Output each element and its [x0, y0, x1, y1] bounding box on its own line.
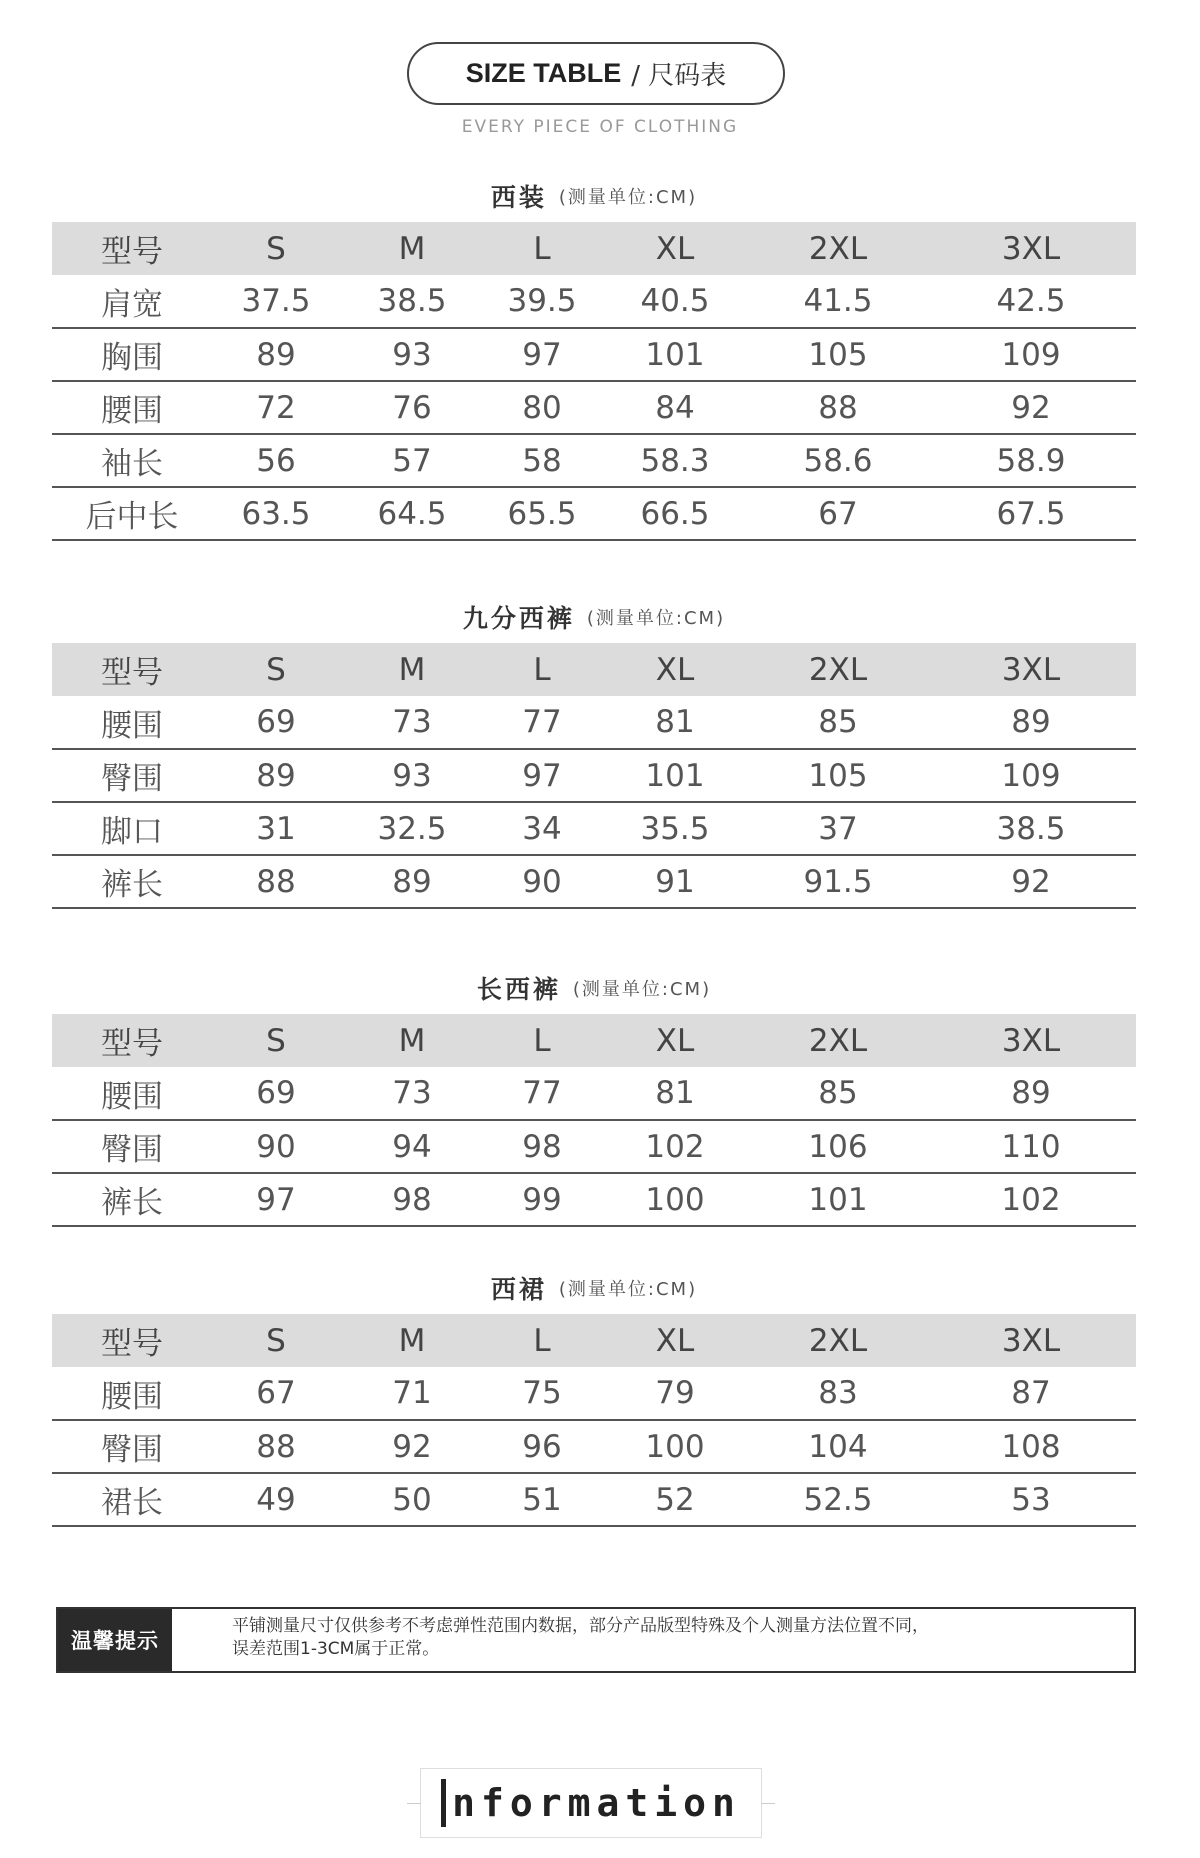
measurement-label: 腰围 [52, 1367, 212, 1420]
measurement-value: 37 [750, 802, 926, 855]
measurement-value: 105 [750, 328, 926, 381]
column-header-size: L [484, 643, 600, 696]
measurement-value: 81 [600, 1067, 750, 1120]
table-row [52, 1173, 1136, 1226]
column-header-size: 3XL [926, 1314, 1136, 1367]
table-row [52, 1473, 1136, 1526]
measurement-label: 袖长 [52, 434, 212, 487]
column-header-model: 型号 [52, 222, 212, 275]
measurement-value: 80 [484, 381, 600, 434]
measurement-value: 99 [484, 1173, 600, 1226]
column-header-size: S [212, 222, 340, 275]
section-unit: (测量单位:CM) [558, 1279, 698, 1300]
size-table [52, 643, 1136, 909]
column-header-model: 型号 [52, 1314, 212, 1367]
measurement-value: 96 [484, 1420, 600, 1473]
measurement-value: 90 [484, 855, 600, 908]
measurement-value: 100 [600, 1420, 750, 1473]
measurement-value: 75 [484, 1367, 600, 1420]
table-row [52, 1420, 1136, 1473]
column-header-size: 2XL [750, 222, 926, 275]
column-header-size: 3XL [926, 222, 1136, 275]
measurement-value: 31 [212, 802, 340, 855]
measurement-value: 77 [484, 1067, 600, 1120]
measurement-value: 71 [340, 1367, 484, 1420]
measurement-label: 裙长 [52, 1473, 212, 1526]
measurement-label: 后中长 [52, 487, 212, 540]
size-table [52, 1314, 1136, 1527]
header-subtitle: EVERY PIECE OF CLOTHING [461, 117, 739, 137]
measurement-value: 58.6 [750, 434, 926, 487]
measurement-value: 51 [484, 1473, 600, 1526]
measurement-value: 97 [484, 328, 600, 381]
table-row [52, 328, 1136, 381]
measurement-value: 32.5 [340, 802, 484, 855]
info-bar-glyph [441, 1779, 446, 1827]
measurement-value: 88 [212, 1420, 340, 1473]
measurement-value: 89 [926, 1067, 1136, 1120]
table-header-row [52, 1014, 1136, 1067]
column-header-size: 2XL [750, 1014, 926, 1067]
measurement-value: 106 [750, 1120, 926, 1173]
measurement-value: 53 [926, 1473, 1136, 1526]
measurement-value: 88 [750, 381, 926, 434]
measurement-value: 35.5 [600, 802, 750, 855]
measurement-value: 101 [600, 328, 750, 381]
measurement-value: 91 [600, 855, 750, 908]
measurement-value: 72 [212, 381, 340, 434]
column-header-size: S [212, 1314, 340, 1367]
section-unit: (测量单位:CM) [586, 608, 726, 629]
measurement-value: 83 [750, 1367, 926, 1420]
measurement-value: 73 [340, 1067, 484, 1120]
measurement-value: 89 [926, 696, 1136, 749]
measurement-value: 89 [212, 749, 340, 802]
column-header-size: XL [600, 1014, 750, 1067]
measurement-value: 109 [926, 328, 1136, 381]
measurement-label: 肩宽 [52, 275, 212, 328]
measurement-value: 105 [750, 749, 926, 802]
measurement-value: 37.5 [212, 275, 340, 328]
divider [761, 1803, 775, 1804]
measurement-value: 94 [340, 1120, 484, 1173]
measurement-value: 98 [484, 1120, 600, 1173]
column-header-size: XL [600, 1314, 750, 1367]
measurement-value: 76 [340, 381, 484, 434]
measurement-label: 臀围 [52, 749, 212, 802]
measurement-value: 98 [340, 1173, 484, 1226]
measurement-value: 89 [340, 855, 484, 908]
section-suit [52, 170, 1136, 541]
column-header-size: L [484, 1314, 600, 1367]
column-header-size: M [340, 222, 484, 275]
column-header-model: 型号 [52, 643, 212, 696]
section-title [52, 962, 1136, 1014]
divider [407, 1803, 421, 1804]
measurement-label: 腰围 [52, 1067, 212, 1120]
measurement-value: 52 [600, 1473, 750, 1526]
table-row [52, 381, 1136, 434]
section-skirt [52, 1262, 1136, 1527]
section-name: 西装 [490, 183, 547, 212]
section-unit: (测量单位:CM) [572, 979, 712, 1000]
measurement-value: 100 [600, 1173, 750, 1226]
measurement-value: 87 [926, 1367, 1136, 1420]
table-row [52, 1067, 1136, 1120]
size-table [52, 1014, 1136, 1227]
measurement-value: 101 [600, 749, 750, 802]
column-header-size: M [340, 643, 484, 696]
measurement-value: 79 [600, 1367, 750, 1420]
column-header-size: L [484, 1014, 600, 1067]
column-header-size: L [484, 222, 600, 275]
measurement-value: 85 [750, 1067, 926, 1120]
measurement-value: 110 [926, 1120, 1136, 1173]
measurement-value: 49 [212, 1473, 340, 1526]
measurement-label: 臀围 [52, 1420, 212, 1473]
section-unit: (测量单位:CM) [558, 187, 698, 208]
measurement-label: 胸围 [52, 328, 212, 381]
column-header-size: 3XL [926, 1014, 1136, 1067]
section-cropped-trousers [52, 591, 1136, 909]
measurement-value: 41.5 [750, 275, 926, 328]
section-name: 九分西裤 [462, 604, 575, 633]
table-row [52, 696, 1136, 749]
header-title-en: SIZE TABLE [465, 58, 622, 88]
measurement-value: 39.5 [484, 275, 600, 328]
measurement-label: 臀围 [52, 1120, 212, 1173]
table-row [52, 434, 1136, 487]
measurement-value: 73 [340, 696, 484, 749]
measurement-value: 52.5 [750, 1473, 926, 1526]
measurement-value: 56 [212, 434, 340, 487]
measurement-value: 65.5 [484, 487, 600, 540]
header-title-zh: / 尺码表 [631, 61, 727, 91]
column-header-size: S [212, 643, 340, 696]
measurement-value: 40.5 [600, 275, 750, 328]
measurement-label: 裤长 [52, 855, 212, 908]
column-header-size: 2XL [750, 1314, 926, 1367]
table-row [52, 1367, 1136, 1420]
tip-text [172, 1609, 1134, 1671]
measurement-label: 脚口 [52, 802, 212, 855]
measurement-value: 64.5 [340, 487, 484, 540]
measurement-value: 93 [340, 749, 484, 802]
measurement-value: 66.5 [600, 487, 750, 540]
column-header-size: S [212, 1014, 340, 1067]
information-text: nformation [452, 1781, 741, 1825]
measurement-value: 85 [750, 696, 926, 749]
measurement-value: 38.5 [926, 802, 1136, 855]
table-row [52, 802, 1136, 855]
measurement-value: 58.3 [600, 434, 750, 487]
column-header-size: 2XL [750, 643, 926, 696]
measurement-value: 92 [926, 381, 1136, 434]
section-name: 西裙 [490, 1275, 547, 1304]
measurement-value: 102 [600, 1120, 750, 1173]
table-header-row [52, 643, 1136, 696]
measurement-value: 58.9 [926, 434, 1136, 487]
measurement-value: 109 [926, 749, 1136, 802]
size-table [52, 222, 1136, 541]
tip-box [56, 1607, 1136, 1673]
section-name: 长西裤 [476, 975, 561, 1004]
column-header-size: XL [600, 643, 750, 696]
table-row [52, 275, 1136, 328]
measurement-value: 92 [340, 1420, 484, 1473]
measurement-value: 91.5 [750, 855, 926, 908]
measurement-label: 腰围 [52, 696, 212, 749]
section-title [52, 170, 1136, 222]
section-long-trousers [52, 962, 1136, 1227]
column-header-size: M [340, 1314, 484, 1367]
table-row [52, 855, 1136, 908]
measurement-value: 42.5 [926, 275, 1136, 328]
measurement-value: 108 [926, 1420, 1136, 1473]
measurement-value: 38.5 [340, 275, 484, 328]
section-title [52, 591, 1136, 643]
column-header-model: 型号 [52, 1014, 212, 1067]
tip-label: 温馨提示 [58, 1609, 172, 1671]
table-header-row [52, 1314, 1136, 1367]
measurement-value: 88 [212, 855, 340, 908]
measurement-value: 97 [212, 1173, 340, 1226]
measurement-value: 90 [212, 1120, 340, 1173]
measurement-value: 58 [484, 434, 600, 487]
measurement-value: 69 [212, 1067, 340, 1120]
measurement-value: 67 [212, 1367, 340, 1420]
measurement-value: 101 [750, 1173, 926, 1226]
measurement-value: 104 [750, 1420, 926, 1473]
measurement-value: 77 [484, 696, 600, 749]
measurement-value: 50 [340, 1473, 484, 1526]
measurement-label: 裤长 [52, 1173, 212, 1226]
measurement-value: 97 [484, 749, 600, 802]
column-header-size: M [340, 1014, 484, 1067]
measurement-value: 34 [484, 802, 600, 855]
column-header-size: XL [600, 222, 750, 275]
measurement-value: 67.5 [926, 487, 1136, 540]
table-row [52, 1120, 1136, 1173]
measurement-value: 63.5 [212, 487, 340, 540]
measurement-value: 57 [340, 434, 484, 487]
measurement-value: 93 [340, 328, 484, 381]
measurement-value: 92 [926, 855, 1136, 908]
measurement-value: 84 [600, 381, 750, 434]
measurement-label: 腰围 [52, 381, 212, 434]
table-row [52, 487, 1136, 540]
measurement-value: 67 [750, 487, 926, 540]
measurement-value: 81 [600, 696, 750, 749]
column-header-size: 3XL [926, 643, 1136, 696]
table-row [52, 749, 1136, 802]
tip-line: 平铺测量尺寸仅供参考不考虑弹性范围内数据，部分产品版型特殊及个人测量方法位置不同， [232, 1616, 929, 1636]
table-header-row [52, 222, 1136, 275]
information-banner [420, 1768, 762, 1838]
section-title [52, 1262, 1136, 1314]
measurement-value: 89 [212, 328, 340, 381]
measurement-value: 102 [926, 1173, 1136, 1226]
tip-line: 误差范围1-3CM属于正常。 [232, 1639, 440, 1659]
size-table-header [407, 42, 785, 105]
measurement-value: 69 [212, 696, 340, 749]
